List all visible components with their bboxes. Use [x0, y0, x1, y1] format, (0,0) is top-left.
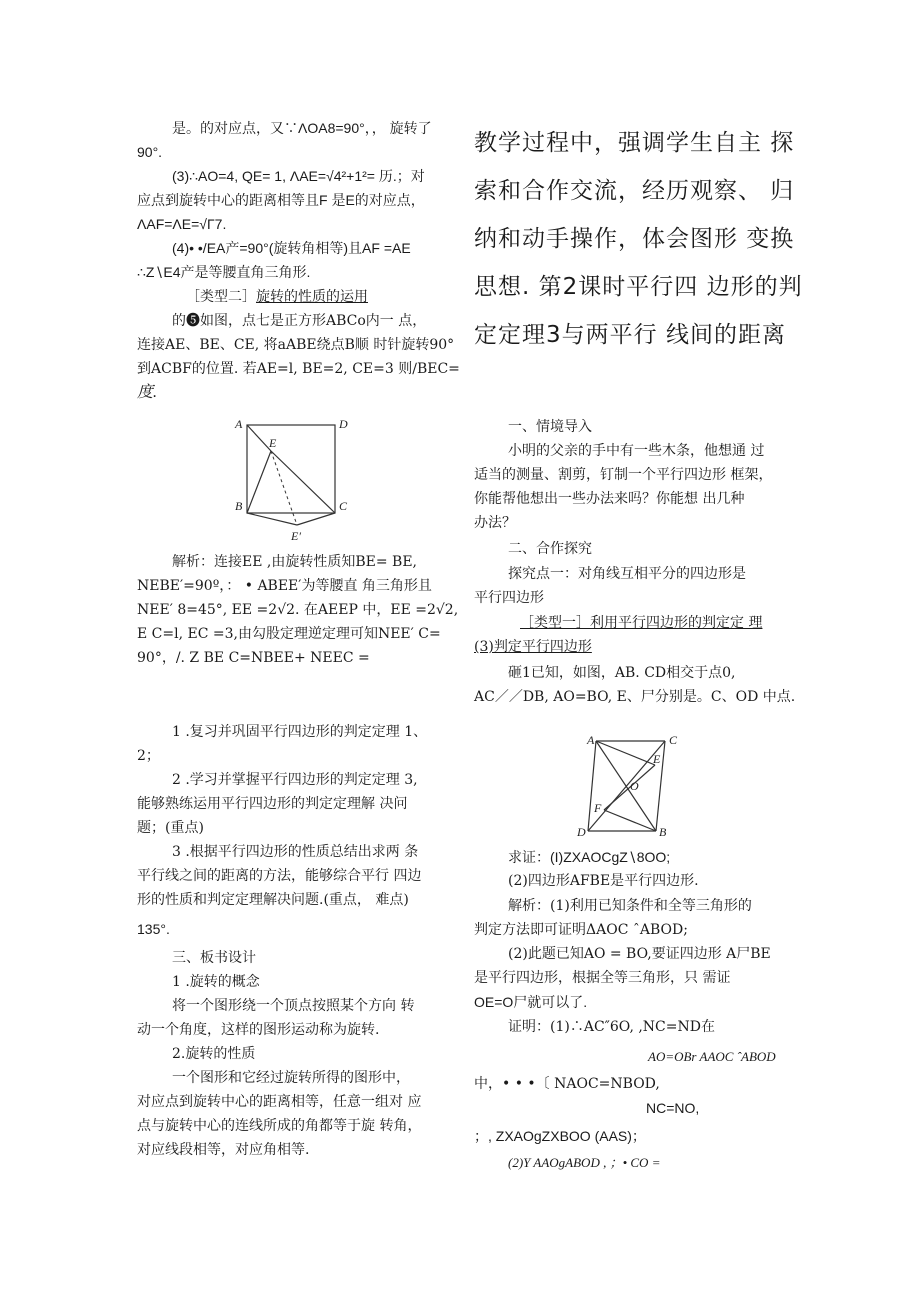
analysis-line: 解析：(1)利用已知条件和全等三角形的 [508, 898, 752, 914]
solution-line: NEE′ 8=45°, EE =2√2. 在AEEP 中，EE =2√2, [137, 602, 459, 618]
proof-line: 证明：(1)∴AC″6O, ,NC=ND在 [508, 1019, 715, 1035]
title-line: 纳和动手操作，体会图形 变换 [474, 226, 795, 252]
section-heading: 二、合作探究 [508, 541, 592, 557]
answer: 135°. [137, 921, 170, 937]
fig-label: E [269, 436, 277, 450]
fig-label: C [339, 499, 348, 513]
goal-line: 能够熟练运用平行四边形的判定定理解 决问 [137, 796, 408, 812]
type-title: 旋转的性质的运用 [256, 289, 368, 305]
solution-line: NEBE′=90º，： • ABEE′为等腰直 角三角形且 [137, 578, 432, 594]
text-line: 动一个角度，这样的图形运动称为旋转. [137, 1022, 380, 1038]
fig-label: O [630, 779, 639, 793]
proof-line: 中，• • •〔 NAOC=NBOD, [474, 1076, 660, 1092]
text-line: 一个图形和它经过旋转所得的图形中， [172, 1070, 410, 1086]
analysis-line: 是平行四边形，根据全等三角形，只 需证 [474, 970, 731, 986]
solution-line: 解析：连接EE ,由旋转性质知BE= BE, [172, 554, 417, 570]
example-line: 的❺如图，点七是正方形ABCo内一 点， [172, 313, 427, 329]
text-line: 对应线段相等，对应角相等. [137, 1142, 310, 1158]
title-line: 思想. 第2课时平行四 边形的判 [474, 274, 803, 300]
fig-label: B [235, 499, 243, 513]
type-label: ［类型二］ [186, 289, 256, 305]
fig-label: E [653, 752, 661, 766]
square-rotation-figure [225, 410, 365, 542]
text-line: ∴Z∖E4产是等腰直角三角形. [137, 264, 311, 280]
goal-line: 平行线之间的距离的方法，能够综合平行 四边 [137, 868, 422, 884]
text-line: 是。的对应点，又∵ΛOA8=90°，， 旋转了 [172, 120, 432, 136]
parallelogram-figure [570, 728, 690, 840]
example-line: 度. [137, 384, 158, 401]
type-heading: ［类型一］利用平行四边形的判定定 理 [520, 615, 763, 631]
goal-line: 2； [137, 748, 160, 764]
fig-label: A [587, 733, 595, 747]
analysis-line: 判定方法即可证明ΔAOC ˆABOD; [474, 922, 688, 938]
subheading: 1 .旋转的概念 [172, 974, 260, 990]
example-line: AC／／DB, AO=BO, E、尸分别是。C、OD 中点. [474, 689, 796, 705]
fig-label: F [594, 801, 602, 815]
example-line: 砸1已知，如图，AB. CD相交于点0, [508, 665, 736, 681]
goal-line: 1 .复习并巩固平行四边形的判定定理 1、 [172, 724, 428, 740]
example-line: 连接AE、BE、CE, 将aABE绕点B顺 时针旋转90° [137, 337, 455, 353]
analysis-line: OE=O尸就可以了. [474, 994, 588, 1010]
fig-label: B [659, 825, 667, 839]
title-line: 索和合作交流，经历观察、 归 [474, 178, 795, 204]
subheading: 2.旋转的性质 [172, 1046, 256, 1062]
solution-line: 90°，/. Z BE C=NBEE+ NEEC = [137, 650, 370, 666]
section-heading: 一、情境导入 [508, 419, 592, 435]
goal-line: 3 .根据平行四边形的性质总结出求两 条 [172, 844, 419, 860]
text-line: 探究点一：对角线互相平分的四边形是 [508, 566, 746, 582]
text-line: 将一个图形绕一个顶点按照某个方向 转 [172, 998, 415, 1014]
example-line: 到ACBF的位置. 若AE=l, BE=2, CE=3 则∕BEC= [137, 361, 460, 377]
fig-label: A [235, 417, 243, 431]
type-heading: (3)判定平行四边形 [474, 639, 592, 655]
text-line: 你能帮他想出一些办法来吗？你能想 出几种 [474, 491, 745, 507]
text-line: 90°. [137, 144, 163, 160]
proof-requirement: 求证：(I)ZXAOCgZ∖8OO; [508, 849, 671, 865]
fig-label: E′ [291, 529, 301, 542]
analysis-line: (2)此题已知AO = BO,要证四边形 A尸BE [508, 946, 771, 962]
text-line: 小明的父亲的手中有一些木条，他想通 过 [508, 443, 765, 459]
proof-line: AO=OBr AAOC ˆABOD [648, 1049, 776, 1064]
goal-line: 题；(重点) [137, 820, 204, 836]
type-heading [186, 288, 368, 306]
text-line: 点与旋转中心的连线所成的角都等于旋 转角， [137, 1118, 422, 1134]
text-line: 适当的测量、割剪，钉制一个平行四边形 框架， [474, 467, 773, 483]
fig-label: C [669, 733, 678, 747]
text-line: (4)• •/EA产=90°(旋转角相等)且AF =AE [172, 240, 411, 256]
proof-line: (2)Y AAOgABOD , ；• CO = [508, 1155, 661, 1170]
goal-line: 形的性质和判定定理解决问题.(重点， 难点) [137, 892, 409, 908]
text-line: 对应点到旋转中心的距离相等，任意一组对 应 [137, 1094, 422, 1110]
title-line: 定定理3与两平行 线间的距离 [474, 322, 786, 348]
text-line: 平行四边形 [474, 590, 544, 606]
goal-line: 2 .学习并掌握平行四边形的判定定理 3, [172, 772, 418, 788]
title-line: 教学过程中，强调学生自主 探 [474, 130, 795, 156]
section-heading: 三、板书设计 [172, 950, 256, 966]
fig-label: D [577, 825, 586, 839]
proof-requirement: (2)四边形AFBE是平行四边形. [508, 873, 699, 889]
text-line: 应点到旋转中心的距离相等且F 是E的对应点， [137, 192, 425, 208]
fig-label: D [339, 417, 348, 431]
proof-line: NC=NO, [646, 1100, 700, 1116]
text-line: 办法？ [474, 515, 516, 531]
text-line: (3)∴AO=4, QE= 1, ΛAE=√4²+1²= 历.；对 [172, 168, 425, 184]
solution-line: E C=l, EC =3,由勾股定理逆定理可知NEE′ C= [137, 626, 441, 642]
text-line: ΛAF=ΛE=√Γ7. [137, 216, 227, 232]
proof-line: ；, ZXAOgZXBOO (AAS)； [474, 1128, 646, 1144]
